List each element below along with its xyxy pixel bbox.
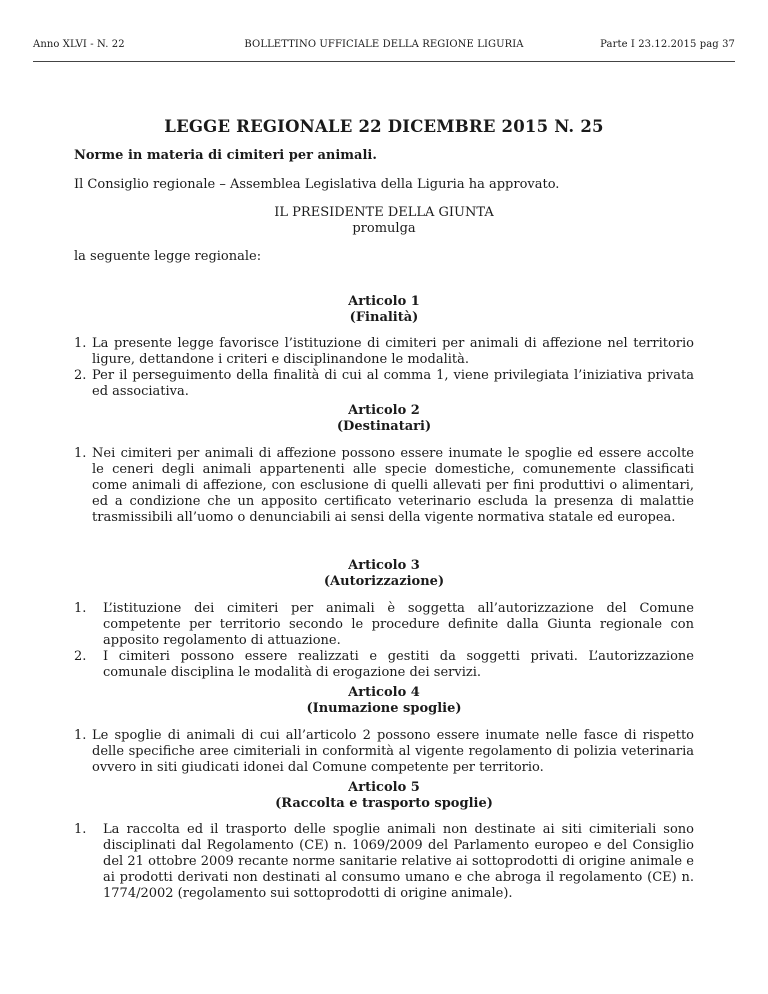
article-title: (Raccolta e trasporto spoglie) (275, 796, 493, 811)
item-text: La raccolta ed il trasporto delle spoglie animali non destinate ai siti cimiteriali sono disciplinati dal Regolamento (CE) n. 1069/2009 del Parlamento europeo e del Consiglio del 21 ottobre 2009 recante norme sanitarie relative ai sottoprodotti di origine animale e ai prodotti derivati non destinati al consumo umano e che abroga il regolamento (CE) n. 1774/2002 (regolamento sui sottoprodotti di origine animale). (103, 822, 694, 901)
item-text: Le spoglie di animali di cui all’articolo 2 possono essere inumate nelle fasce di rispetto delle specifiche aree cimiteriali in conformità al vigente regolamento di polizia veterinaria ovvero in siti giudicati idonei dal Comune competente per territorio. (92, 728, 694, 775)
article-1-items (74, 336, 694, 400)
item-text: La presente legge favorisce l’istituzione di cimiteri per animali di affezione nel territorio ligure, dettandone i criteri e disciplinandone le modalità. (92, 336, 694, 367)
item-number: 2. (74, 649, 87, 664)
item-number: 1. (74, 728, 87, 743)
article-number: Articolo 2 (348, 403, 420, 418)
article-1-heading (74, 294, 694, 326)
approval-statement: Il Consiglio regionale – Assemblea Legislativa della Liguria ha approvato. (74, 177, 560, 192)
article-title: (Inumazione spoglie) (306, 701, 462, 716)
article-number: Articolo 5 (348, 780, 420, 795)
list-item (74, 822, 694, 902)
article-3-heading (74, 558, 694, 590)
intro-text: la seguente legge regionale: (74, 249, 262, 264)
article-number: Articolo 1 (348, 294, 420, 309)
article-2-heading (74, 403, 694, 435)
promulga-text: promulga (352, 221, 416, 236)
president-title: IL PRESIDENTE DELLA GIUNTA (274, 205, 494, 220)
item-number: 1. (74, 446, 87, 461)
article-number: Articolo 3 (348, 558, 420, 573)
item-number: 1. (74, 336, 87, 351)
header-publication: BOLLETTINO UFFICIALE DELLA REGIONE LIGURIA (244, 39, 524, 50)
item-text: I cimiteri possono essere realizzati e gestiti da soggetti privati. L’autorizzazione comunale disciplina le modalità di erogazione dei servizi. (103, 649, 694, 680)
list-item (74, 368, 694, 400)
president-block (74, 205, 694, 237)
article-5-items (74, 822, 694, 902)
article-3-items (74, 601, 694, 681)
page-header (33, 39, 735, 53)
article-title: (Autorizzazione) (323, 574, 445, 589)
header-rule (33, 61, 735, 62)
article-5-heading (74, 780, 694, 812)
item-text: Nei cimiteri per animali di affezione possono essere inumate le spoglie ed essere accolte le ceneri degli animali appartenenti alle specie domestiche, comunemente classificati come animali di affezione, con esclusione di quelli allevati per fini produttivi o alimentari, ed a condizione che un apposito certificato veterinario escluda la presenza di malattie trasmissibili all’uomo o denunciabili ai sensi della vigente normativa statale ed europea. (92, 446, 694, 525)
item-number: 1. (74, 822, 87, 837)
article-4-heading (74, 685, 694, 717)
article-2-items (74, 446, 694, 526)
list-item (74, 336, 694, 368)
law-subtitle: Norme in materia di cimiteri per animali. (74, 148, 377, 163)
item-number: 1. (74, 601, 87, 616)
list-item (74, 649, 694, 681)
list-item (74, 728, 694, 776)
item-text: L’istituzione dei cimiteri per animali è soggetta all’autorizzazione del Comune competente per territorio secondo le procedure definite dalla Giunta regionale con apposito regolamento di attuazione. (103, 601, 694, 648)
article-4-items (74, 728, 694, 776)
header-issue: Anno XLVI - N. 22 (33, 39, 125, 50)
article-number: Articolo 4 (348, 685, 420, 700)
article-title: (Destinatari) (336, 419, 432, 434)
item-text: Per il perseguimento della finalità di cui al comma 1, viene privilegiata l’iniziativa privata ed associativa. (92, 368, 694, 399)
article-title: (Finalità) (349, 310, 419, 325)
header-page-info: Parte I 23.12.2015 pag 37 (600, 39, 735, 50)
law-title: LEGGE REGIONALE 22 DICEMBRE 2015 N. 25 (164, 117, 604, 136)
list-item (74, 446, 694, 526)
item-number: 2. (74, 368, 87, 383)
list-item (74, 601, 694, 649)
